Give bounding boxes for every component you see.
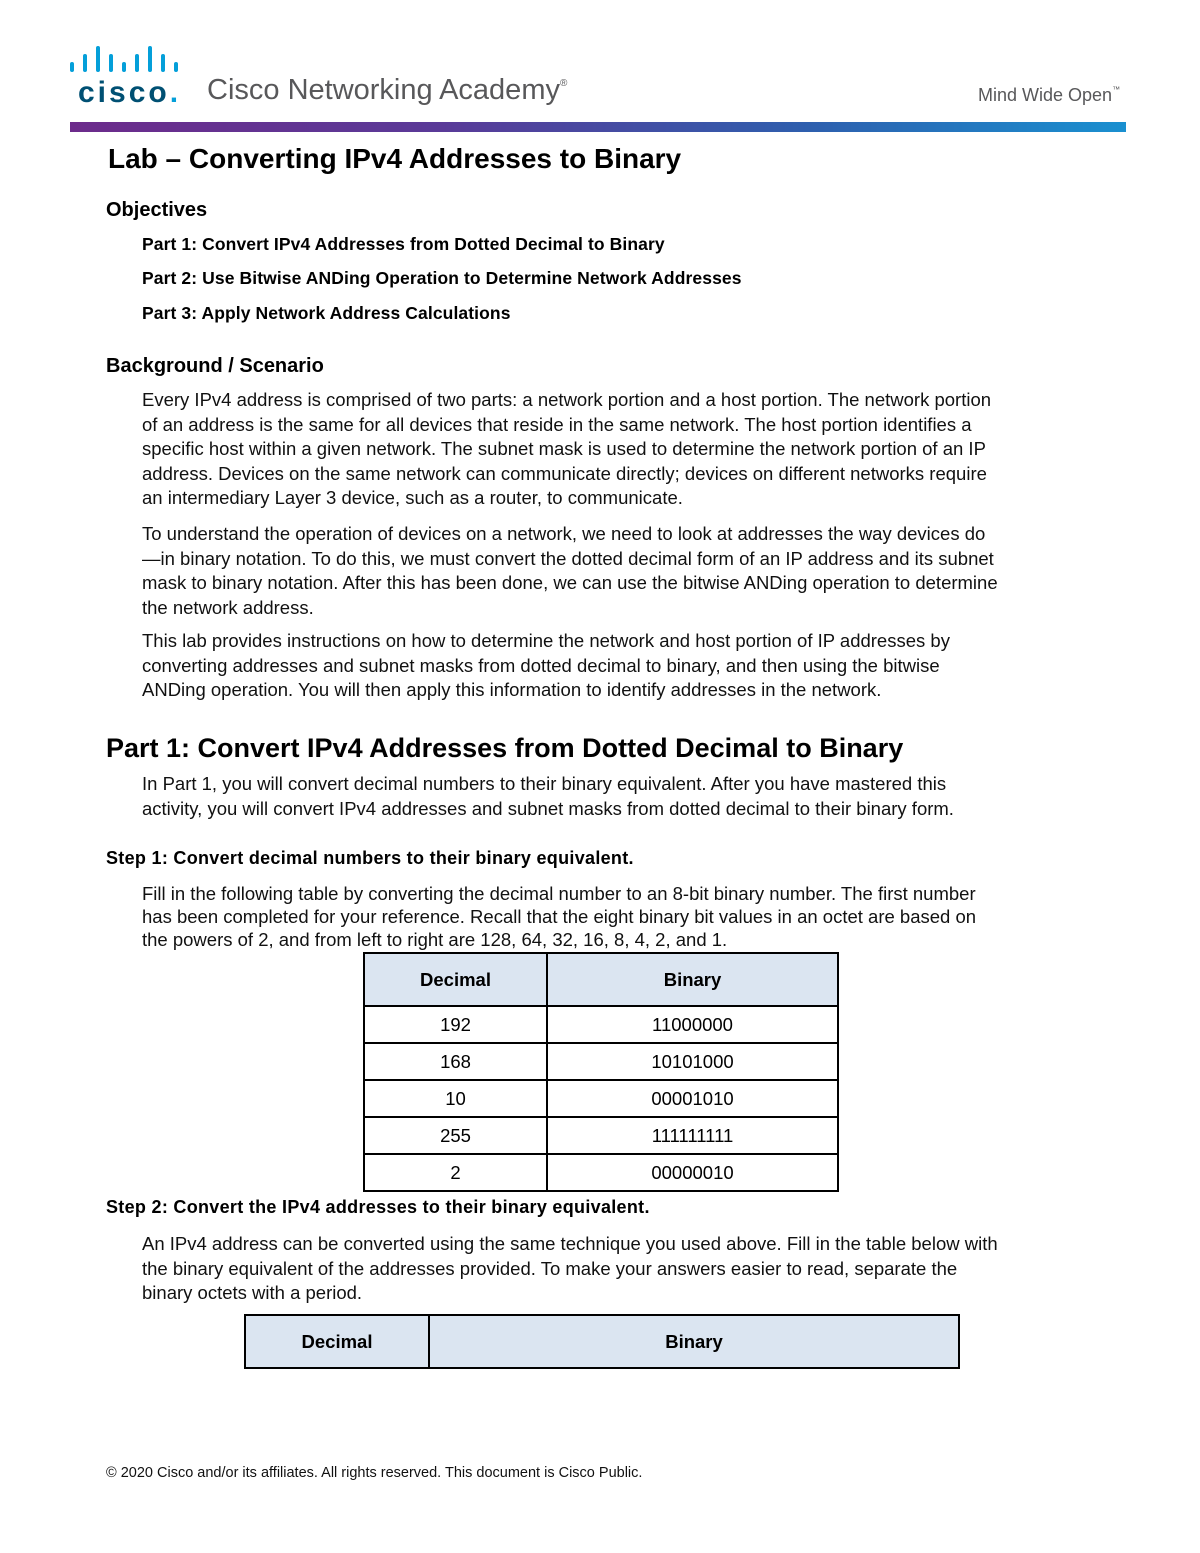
table-row [364, 1043, 838, 1080]
decimal-binary-table [363, 952, 839, 1192]
copyright-footer: © 2020 Cisco and/or its affiliates. All rights reserved. This document is Cisco Public. [106, 1465, 643, 1481]
column-header-binary: Binary [547, 953, 838, 1006]
ip-binary-table [244, 1314, 960, 1369]
step1-text: Fill in the following table by converting the decimal number to an 8-bit binary number. The first number has been completed for your reference. Recall that the eight binary bit values in an octet are based on the powers of 2, and from left to right are 128, 64, 32, 16, 8, 4, 2, and 1. [142, 883, 977, 950]
decimal-cell: 192 [364, 1006, 547, 1043]
binary-cell[interactable]: 11000000 [547, 1006, 838, 1043]
table-header-row [364, 953, 838, 1006]
objective-item: Part 3: Apply Network Address Calculations [142, 303, 511, 323]
column-header-binary: Binary [429, 1315, 959, 1368]
background-paragraph: This lab provides instructions on how to determine the network and host portion of IP addresses by converting addresses and subnet masks from dotted decimal to binary, and then using the bitwise ANDing operation. You will then apply this information to identify addresses in the network. [142, 630, 950, 700]
table-row [364, 1117, 838, 1154]
decimal-cell: 10 [364, 1080, 547, 1117]
academy-name: Cisco Networking Academy® [207, 74, 568, 106]
tagline: Mind Wide Open™ [978, 85, 1121, 105]
table-header-row [245, 1315, 959, 1368]
column-header-decimal: Decimal [364, 953, 547, 1006]
step2-heading: Step 2: Convert the IPv4 addresses to their binary equivalent. [106, 1197, 650, 1217]
decimal-cell: 2 [364, 1154, 547, 1191]
objectives-heading: Objectives [106, 199, 208, 221]
cisco-logo-word: cisco. [78, 76, 182, 109]
page-title: Lab – Converting IPv4 Addresses to Binary [108, 143, 682, 174]
cisco-logo-icon [70, 44, 180, 74]
binary-cell[interactable]: 10101000 [547, 1043, 838, 1080]
page-header [0, 0, 1200, 140]
table-row [364, 1154, 838, 1191]
binary-cell[interactable]: 111111111 [547, 1117, 838, 1154]
header-divider [70, 122, 1126, 132]
binary-cell[interactable]: 00000010 [547, 1154, 838, 1191]
column-header-decimal: Decimal [245, 1315, 429, 1368]
background-heading: Background / Scenario [106, 355, 324, 377]
part1-intro: In Part 1, you will convert decimal numbers to their binary equivalent. After you have mastered this activity, you will convert IPv4 addresses and subnet masks from dotted decimal to their binary form. [142, 773, 954, 819]
step1-heading: Step 1: Convert decimal numbers to their binary equivalent. [106, 848, 634, 868]
step2-text: An IPv4 address can be converted using the same technique you used above. Fill in the table below with the binary equivalent of the addresses provided. To make your answers easier to read, separate the binary octets with a period. [142, 1233, 998, 1303]
binary-cell[interactable]: 00001010 [547, 1080, 838, 1117]
table-row [364, 1006, 838, 1043]
part1-heading: Part 1: Convert IPv4 Addresses from Dotted Decimal to Binary [106, 733, 904, 763]
table-row [364, 1080, 838, 1117]
decimal-cell: 168 [364, 1043, 547, 1080]
background-paragraph: Every IPv4 address is comprised of two parts: a network portion and a host portion. The network portion of an address is the same for all devices that reside in the same network. The host portion identifies a specific host within a given network. The subnet mask is used to determine the network portion of an IP address. Devices on the same network can communicate directly; devices on different networks require an intermediary Layer 3 device, such as a router, to communicate. [142, 389, 992, 508]
decimal-cell: 255 [364, 1117, 547, 1154]
objective-item: Part 1: Convert IPv4 Addresses from Dotted Decimal to Binary [142, 234, 665, 254]
objective-item: Part 2: Use Bitwise ANDing Operation to Determine Network Addresses [142, 268, 742, 288]
background-paragraph: To understand the operation of devices on a network, we need to look at addresses the way devices do —in binary notation. To do this, we must convert the dotted decimal form of an IP address and its subnet mask to binary notation. After this has been done, we can use the bitwise ANDing operation to determine the network address. [142, 523, 998, 618]
